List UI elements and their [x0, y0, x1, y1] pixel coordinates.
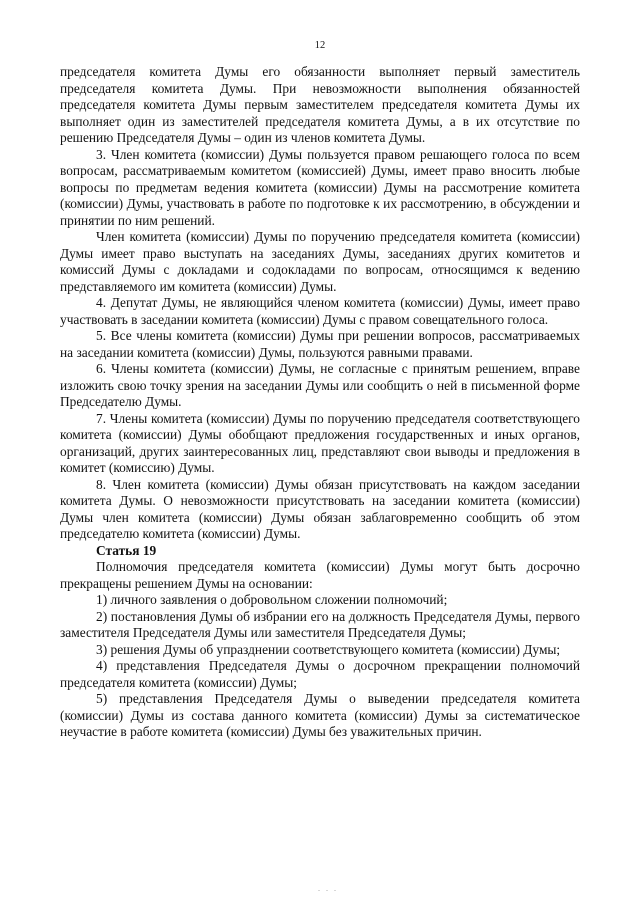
list-item: 5) представления Председателя Думы о выведении председателя комитета (комиссии) Думы из состава данного комитета (комиссии) Думы за систематическое неучастие в работе комитета (комиссии) Думы без уважительных причин.: [60, 691, 580, 739]
list-item: 4) представления Председателя Думы о досрочном прекращении полномочий председателя комитета (комиссии) Думы;: [60, 658, 580, 690]
paragraph: 6. Члены комитета (комиссии) Думы, не согласные с принятым решением, вправе изложить свою точку зрения на заседании Думы или сообщить о ней в письменной форме Председателю Думы.: [60, 361, 580, 409]
paragraph: 3. Член комитета (комиссии) Думы пользуется правом решающего голоса по всем вопросам, рассматриваемым комитетом (комиссией) Думы, имеет право вносить любые вопросы по предметам ведения комитета (комиссии) Думы на рассмотрение комитета (комиссии) Думы, участвовать в работе по подготовке к их рассмотрению, в обсуждении и принятии по ним решений.: [60, 146, 580, 228]
list-item: 3) решения Думы об упразднении соответствующего комитета (комиссии) Думы;: [96, 641, 561, 657]
paragraph: председателя комитета Думы его обязанности выполняет первый заместитель председателя комитета Думы. При невозможности выполнения обязанностей председателя комитета Думы первым заместителем председателя комитета Думы их выполняет один из заместителей председателя комитета Думы, а в их отсутствие по решению Председателя Думы – один из членов комитета Думы.: [60, 64, 580, 145]
paragraph: 8. Член комитета (комиссии) Думы обязан присутствовать на каждом заседании комитета Думы. О невозможности присутствовать на заседании комитета (комиссии) Думы член комитета (комиссии) Думы обязан заблаговременно сообщить об этом председателю комитета (комиссии) Думы.: [60, 476, 580, 541]
scan-artifact: . . .: [318, 884, 338, 893]
list-item: 1) личного заявления о добровольном сложении полномочий;: [96, 592, 448, 607]
page-number: 12: [314, 40, 326, 51]
list-item: 2) постановления Думы об избрании его на должность Председателя Думы, первого заместителя Председателя Думы или заместителя Председателя Думы;: [60, 608, 580, 640]
paragraph: 5. Все члены комитета (комиссии) Думы при решении вопросов, рассматриваемых на заседании комитета (комиссии) Думы, пользуются равными правами.: [60, 328, 580, 360]
paragraph: Полномочия председателя комитета (комиссии) Думы могут быть досрочно прекращены решением Думы на основании:: [60, 559, 580, 591]
paragraph: 4. Депутат Думы, не являющийся членом комитета (комиссии) Думы, имеет право участвовать в заседании комитета (комиссии) Думы с правом совещательного голоса.: [60, 295, 580, 327]
paragraph: Член комитета (комиссии) Думы по поручению председателя комитета (комиссии) Думы имеет право выступать на заседаниях Думы, заседаниях других комитетов и комиссий Думы с докладами и содокладами по вопросам, относящимся к ведению представляемого им комитета (комиссии) Думы.: [60, 229, 580, 294]
article-heading: Статья 19: [96, 542, 157, 558]
paragraph: 7. Члены комитета (комиссии) Думы по поручению председателя соответствующего комитета (комиссии) Думы обобщают предложения государственных и иных органов, организаций, других заинтересованных лиц, представляют свои выводы и предложения в комитет (комиссию) Думы.: [60, 410, 580, 475]
document-body: [60, 64, 580, 741]
